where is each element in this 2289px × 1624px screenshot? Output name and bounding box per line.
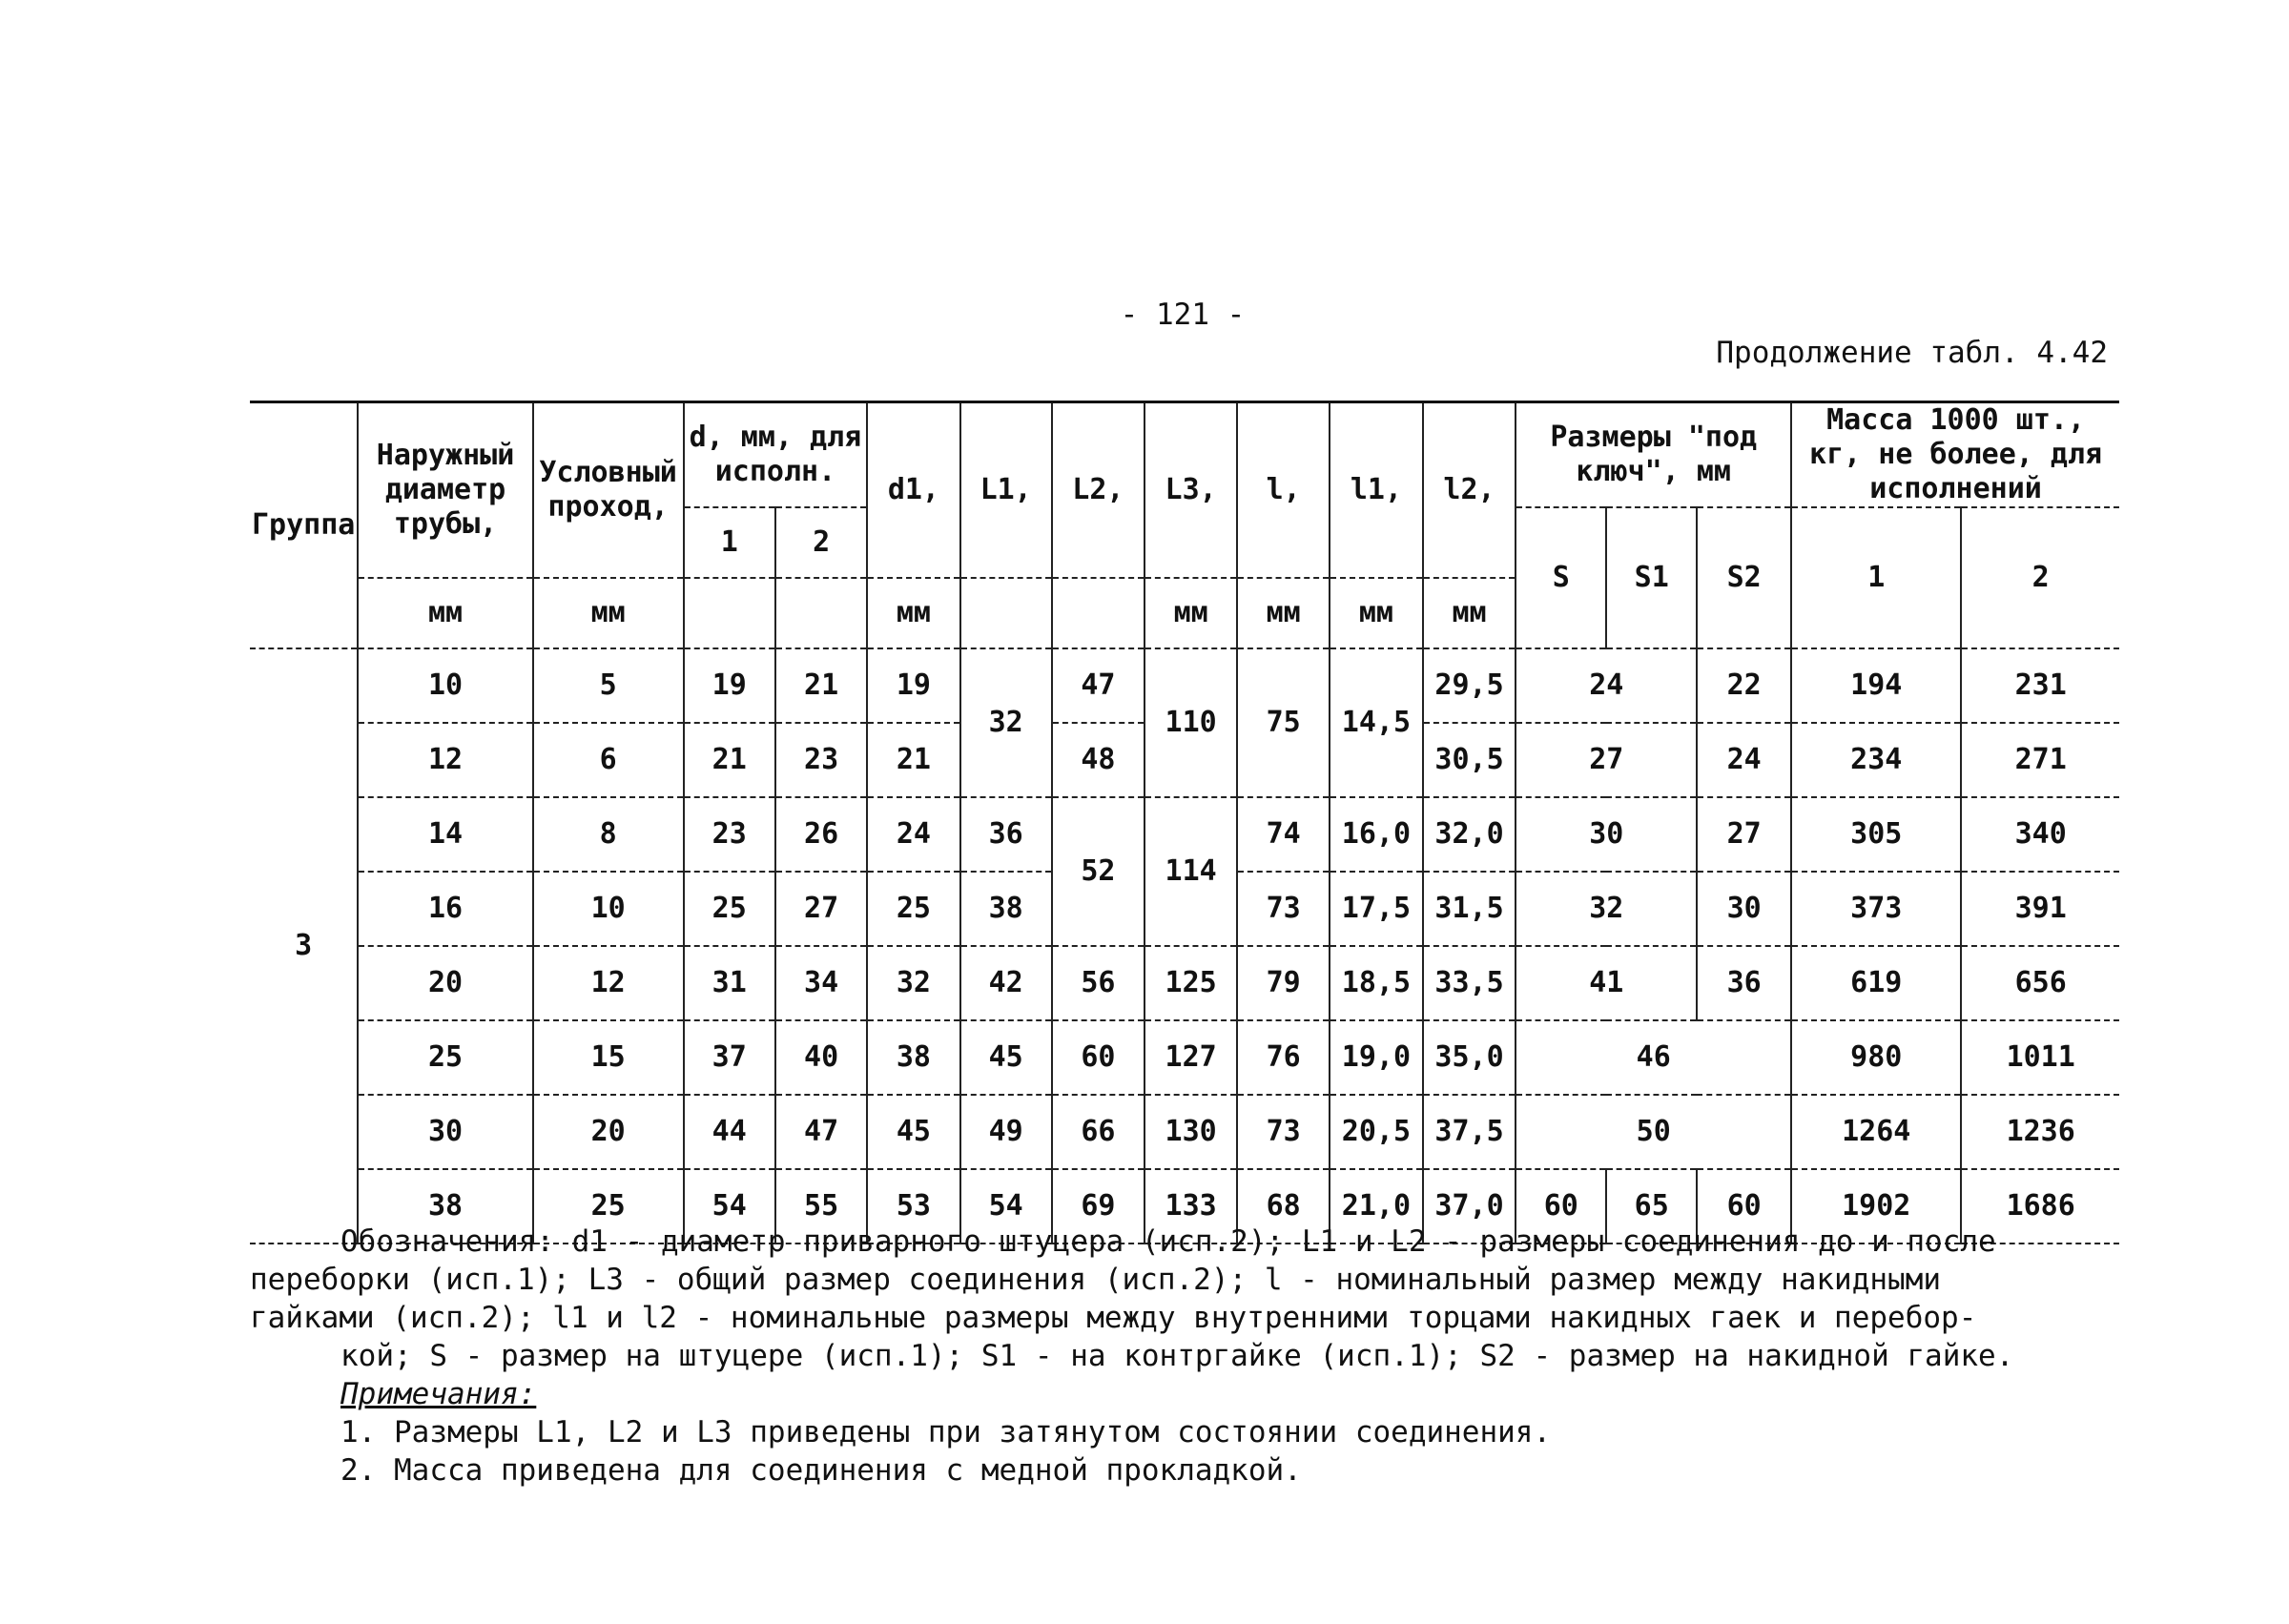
page-number: - 121 -: [1120, 298, 1246, 332]
cell-l2: 37,0: [1423, 1169, 1516, 1244]
table-row: [250, 1095, 2119, 1169]
header-L3: L3,: [1144, 402, 1237, 579]
header-S: S: [1516, 507, 1606, 648]
cell-L3: 133: [1144, 1169, 1237, 1244]
cell-bore: 25: [533, 1169, 684, 1244]
cell-mass-2: 1236: [1961, 1095, 2119, 1169]
cell-d1: 53: [867, 1169, 959, 1244]
cell-d1: 32: [867, 946, 959, 1020]
unit-L3: мм: [1144, 578, 1237, 648]
header-group: Группа: [250, 402, 358, 649]
cell-S-all: 46: [1516, 1020, 1791, 1095]
header-l: l,: [1237, 402, 1330, 579]
cell-bore: 12: [533, 946, 684, 1020]
cell-L3: 114: [1144, 797, 1237, 946]
cell-d1: 21: [867, 723, 959, 797]
cell-l1: 14,5: [1330, 648, 1423, 797]
cell-S2: 30: [1697, 872, 1791, 946]
note-item: 1. Размеры L1, L2 и L3 приведены при затянутом состоянии соединения.: [340, 1415, 1552, 1449]
cell-S2: 36: [1697, 946, 1791, 1020]
cell-L1: 54: [960, 1169, 1052, 1244]
cell-mass-2: 271: [1961, 723, 2119, 797]
cell-mass-1: 619: [1791, 946, 1961, 1020]
cell-S-all: 50: [1516, 1095, 1791, 1169]
cell-diameter: 16: [358, 872, 532, 946]
cell-mass-1: 1264: [1791, 1095, 1961, 1169]
header-mass-exec-2: 2: [1961, 507, 2119, 648]
cell-d1: 38: [867, 1020, 959, 1095]
cell-l: 68: [1237, 1169, 1330, 1244]
cell-l1: 17,5: [1330, 872, 1423, 946]
header-wrench-sizes: Размеры "под ключ", мм: [1516, 402, 1791, 508]
cell-mass-2: 391: [1961, 872, 2119, 946]
cell-d-exec-1: 31: [684, 946, 775, 1020]
cell-d1: 24: [867, 797, 959, 872]
header-mass: Масса 1000 шт., кг, не более, для исполнений: [1791, 402, 2119, 508]
cell-l2: 37,5: [1423, 1095, 1516, 1169]
cell-L2: 56: [1052, 946, 1144, 1020]
cell-bore: 15: [533, 1020, 684, 1095]
cell-S2: 60: [1697, 1169, 1791, 1244]
unit-d-exec-1: [684, 578, 775, 648]
cell-l: 73: [1237, 1095, 1330, 1169]
cell-d-exec-1: 54: [684, 1169, 775, 1244]
cell-S1: 65: [1606, 1169, 1697, 1244]
cell-L1: 42: [960, 946, 1052, 1020]
cell-mass-2: 231: [1961, 648, 2119, 723]
header-d1: d1,: [867, 402, 959, 579]
cell-d-exec-2: 34: [775, 946, 867, 1020]
unit-d1: мм: [867, 578, 959, 648]
cell-d1: 25: [867, 872, 959, 946]
cell-d-exec-2: 40: [775, 1020, 867, 1095]
cell-S: 41: [1516, 946, 1697, 1020]
cell-d-exec-2: 23: [775, 723, 867, 797]
legend-line: переборки (исп.1); L3 - общий размер соединения (исп.2); l - номинальный размер между накидными: [250, 1263, 1942, 1297]
cell-l1: 16,0: [1330, 797, 1423, 872]
cell-L1: 36: [960, 797, 1052, 872]
cell-L2: 66: [1052, 1095, 1144, 1169]
header-S1: S1: [1606, 507, 1697, 648]
legend-line: кой; S - размер на штуцере (исп.1); S1 - на контргайке (исп.1); S2 - размер на накидной гайке.: [340, 1339, 2014, 1373]
cell-d-exec-2: 47: [775, 1095, 867, 1169]
cell-l2: 32,0: [1423, 797, 1516, 872]
cell-diameter: 12: [358, 723, 532, 797]
note-item: 2. Масса приведена для соединения с медной прокладкой.: [340, 1453, 1302, 1488]
header-mass-exec-1: 1: [1791, 507, 1961, 648]
group-cell: 3: [250, 648, 358, 1244]
header-exec-2: 2: [775, 507, 867, 578]
unit-L1: [960, 578, 1052, 648]
cell-L3: 125: [1144, 946, 1237, 1020]
cell-S: 30: [1516, 797, 1697, 872]
cell-l: 73: [1237, 872, 1330, 946]
cell-L3: 130: [1144, 1095, 1237, 1169]
header-l1: l1,: [1330, 402, 1423, 579]
cell-mass-1: 1902: [1791, 1169, 1961, 1244]
header-L1: L1,: [960, 402, 1052, 579]
header-l2: l2,: [1423, 402, 1516, 579]
unit-l2: мм: [1423, 578, 1516, 648]
cell-mass-1: 305: [1791, 797, 1961, 872]
unit-l1: мм: [1330, 578, 1423, 648]
unit-l: мм: [1237, 578, 1330, 648]
cell-L2: 52: [1052, 797, 1144, 946]
cell-l2: 29,5: [1423, 648, 1516, 723]
cell-d-exec-2: 55: [775, 1169, 867, 1244]
cell-mass-1: 980: [1791, 1020, 1961, 1095]
cell-d1: 45: [867, 1095, 959, 1169]
unit-nominal-bore: мм: [533, 578, 684, 648]
cell-d-exec-2: 21: [775, 648, 867, 723]
cell-d-exec-1: 23: [684, 797, 775, 872]
cell-diameter: 10: [358, 648, 532, 723]
cell-S2: 24: [1697, 723, 1791, 797]
cell-S: 27: [1516, 723, 1697, 797]
header-d-exec: d, мм, для исполн.: [684, 402, 868, 508]
cell-l1: 18,5: [1330, 946, 1423, 1020]
cell-mass-2: 656: [1961, 946, 2119, 1020]
cell-L2: 48: [1052, 723, 1144, 797]
table-row: [250, 946, 2119, 1020]
header-S2: S2: [1697, 507, 1791, 648]
header-nominal-bore: Условный проход,: [533, 402, 684, 579]
cell-S: 24: [1516, 648, 1697, 723]
cell-l2: 33,5: [1423, 946, 1516, 1020]
cell-mass-2: 340: [1961, 797, 2119, 872]
cell-l2: 30,5: [1423, 723, 1516, 797]
cell-mass-2: 1011: [1961, 1020, 2119, 1095]
cell-S: 60: [1516, 1169, 1606, 1244]
cell-bore: 5: [533, 648, 684, 723]
cell-bore: 10: [533, 872, 684, 946]
continuation-caption: Продолжение табл. 4.42: [1716, 336, 2108, 370]
cell-l: 75: [1237, 648, 1330, 797]
legend-line: гайками (исп.2); l1 и l2 - номинальные размеры между внутренними торцами накидных гаек и перебор-: [250, 1301, 1977, 1335]
cell-d1: 19: [867, 648, 959, 723]
cell-l1: 19,0: [1330, 1020, 1423, 1095]
cell-bore: 8: [533, 797, 684, 872]
cell-diameter: 25: [358, 1020, 532, 1095]
cell-bore: 20: [533, 1095, 684, 1169]
cell-l: 74: [1237, 797, 1330, 872]
cell-mass-1: 373: [1791, 872, 1961, 946]
cell-L1: 32: [960, 648, 1052, 797]
notes-heading: Примечания:: [340, 1377, 537, 1411]
cell-l2: 31,5: [1423, 872, 1516, 946]
cell-L1: 38: [960, 872, 1052, 946]
cell-mass-1: 234: [1791, 723, 1961, 797]
legend-line: Обозначения: d1 - диаметр приварного штуцера (исп.2); L1 и L2 - размеры соединения до и после: [340, 1224, 1996, 1259]
cell-d-exec-1: 19: [684, 648, 775, 723]
cell-l1: 20,5: [1330, 1095, 1423, 1169]
cell-L2: 60: [1052, 1020, 1144, 1095]
unit-outer-diameter: мм: [358, 578, 532, 648]
header-exec-1: 1: [684, 507, 775, 578]
cell-diameter: 38: [358, 1169, 532, 1244]
cell-diameter: 30: [358, 1095, 532, 1169]
table-row: [250, 1020, 2119, 1095]
cell-mass-1: 194: [1791, 648, 1961, 723]
cell-d-exec-2: 26: [775, 797, 867, 872]
dimensions-table: [250, 401, 2119, 1244]
notes-block: [250, 1223, 2119, 1490]
cell-d-exec-1: 25: [684, 872, 775, 946]
header-L2: L2,: [1052, 402, 1144, 579]
cell-L3: 110: [1144, 648, 1237, 797]
cell-mass-2: 1686: [1961, 1169, 2119, 1244]
unit-L2: [1052, 578, 1144, 648]
cell-l1: 21,0: [1330, 1169, 1423, 1244]
cell-d-exec-1: 21: [684, 723, 775, 797]
table-row: [250, 648, 2119, 723]
cell-bore: 6: [533, 723, 684, 797]
cell-l2: 35,0: [1423, 1020, 1516, 1095]
cell-L1: 49: [960, 1095, 1052, 1169]
cell-L1: 45: [960, 1020, 1052, 1095]
cell-S2: 27: [1697, 797, 1791, 872]
cell-L3: 127: [1144, 1020, 1237, 1095]
cell-d-exec-1: 44: [684, 1095, 775, 1169]
cell-l: 76: [1237, 1020, 1330, 1095]
cell-diameter: 20: [358, 946, 532, 1020]
cell-diameter: 14: [358, 797, 532, 872]
unit-d-exec-2: [775, 578, 867, 648]
cell-d-exec-2: 27: [775, 872, 867, 946]
table-row: [250, 797, 2119, 872]
cell-L2: 69: [1052, 1169, 1144, 1244]
cell-d-exec-1: 37: [684, 1020, 775, 1095]
cell-S: 32: [1516, 872, 1697, 946]
cell-S2: 22: [1697, 648, 1791, 723]
header-outer-diameter: Наружный диаметр трубы,: [358, 402, 532, 579]
cell-L2: 47: [1052, 648, 1144, 723]
cell-l: 79: [1237, 946, 1330, 1020]
